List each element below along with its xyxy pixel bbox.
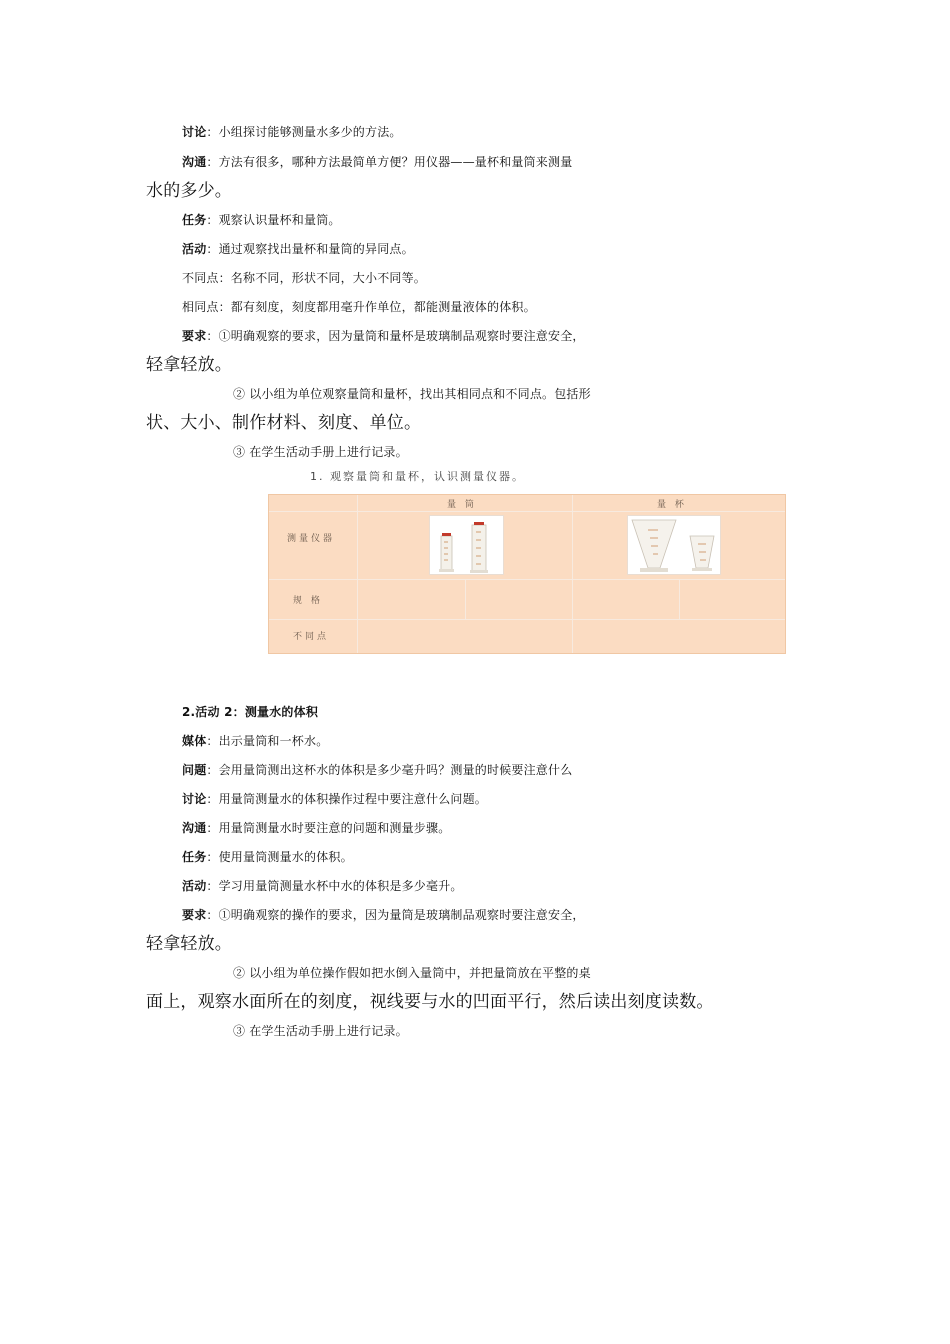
graduated-cylinder-icon [430,516,504,575]
requirement-line [182,322,846,351]
communicate2-line [182,814,846,843]
requirement2-line [182,901,846,930]
communicate-line [182,148,846,177]
task2-label: 任务 [182,850,207,864]
media-line [182,727,846,756]
requirement2-r1a: ：①明确观察的操作的要求，因为量筒是玻璃制品观察时要注意安全， [206,908,585,922]
section2-heading: 2.活动 2：测量水的体积 [182,705,319,719]
similarities-line: 相同点：都有刻度，刻度都用毫升作单位，都能测量液体的体积。 [182,300,536,314]
row-label-difference: 不同点 [293,632,330,642]
grid-line [679,579,680,619]
communicate2-text: ：用量筒测量水时要注意的问题和测量步骤。 [206,821,451,835]
requirement-r1a: ：①明确观察的要求，因为量筒和量杯是玻璃制品观察时要注意安全， [206,329,585,343]
activity2-label: 活动 [182,879,207,893]
beaker-photo [627,515,721,575]
question-label: 问题 [182,763,207,777]
requirement2-r2a: ② 以小组为单位操作假如把水倒入量筒中，并把量筒放在平整的桌 [233,966,591,980]
communicate2-label: 沟通 [182,821,207,835]
task2-line [182,843,846,872]
requirement2-r2b: 面上，观察水面所在的刻度，视线要与水的凹面平行，然后读出刻度读数。 [146,992,714,1012]
grid-line [269,579,785,580]
activity-line [182,235,846,264]
header-cylinder: 量 筒 [447,500,477,510]
requirement2-r3: ③ 在学生活动手册上进行记录。 [233,1024,408,1038]
communicate-label: 沟通 [182,155,207,169]
differences-line: 不同点：名称不同，形状不同，大小不同等。 [182,271,427,285]
activity-label: 活动 [182,242,207,256]
question-line [182,756,846,785]
task2-text: ：使用量筒测量水的体积。 [206,850,353,864]
grid-line [269,511,785,512]
row-label-instrument: 测量仪器 [287,534,336,544]
discuss2-text: ：用量筒测量水的体积操作过程中要注意什么问题。 [206,792,488,806]
task-text: ：观察认识量杯和量筒。 [206,213,341,227]
grid-line [572,495,573,653]
discuss-line [182,118,846,147]
question-text: ：会用量筒测出这杯水的体积是多少毫升吗？测量的时候要注意什么 [206,763,573,777]
grid-line [465,579,466,619]
requirement-r2a: ② 以小组为单位观察量筒和量杯，找出其相同点和不同点。包括形 [233,387,591,401]
worksheet-title: 1. 观察量筒和量杯，认识测量仪器。 [310,470,525,483]
media-label: 媒体 [182,734,207,748]
requirement-r1b: 轻拿轻放。 [146,355,232,375]
worksheet-table [268,494,786,654]
grid-line [269,619,785,620]
requirement-r3: ③ 在学生活动手册上进行记录。 [233,445,408,459]
task-label: 任务 [182,213,207,227]
activity2-line [182,872,846,901]
requirement-label: 要求 [182,329,207,343]
row-label-spec: 规 格 [293,596,323,606]
grid-line [357,495,358,653]
cylinder-photo [429,515,504,575]
discuss2-label: 讨论 [182,792,207,806]
discuss2-line [182,785,846,814]
requirement2-r1b: 轻拿轻放。 [146,934,232,954]
requirement2-label: 要求 [182,908,207,922]
activity-text: ：通过观察找出量杯和量筒的异同点。 [206,242,414,256]
communicate-line-cont: 水的多少。 [146,181,232,201]
requirement-r2b: 状、大小、制作材料、刻度、单位。 [146,413,422,433]
discuss-text: ：小组探讨能够测量水多少的方法。 [206,125,402,139]
activity2-text: ：学习用量筒测量水杯中水的体积是多少毫升。 [206,879,463,893]
measuring-beaker-icon [628,516,721,575]
task-line [182,206,846,235]
communicate-text: ：方法有很多，哪种方法最简单方便？用仪器——量杯和量筒来测量 [206,155,573,169]
header-beaker: 量 杯 [657,500,687,510]
media-text: ：出示量筒和一杯水。 [206,734,329,748]
discuss-label: 讨论 [182,125,207,139]
